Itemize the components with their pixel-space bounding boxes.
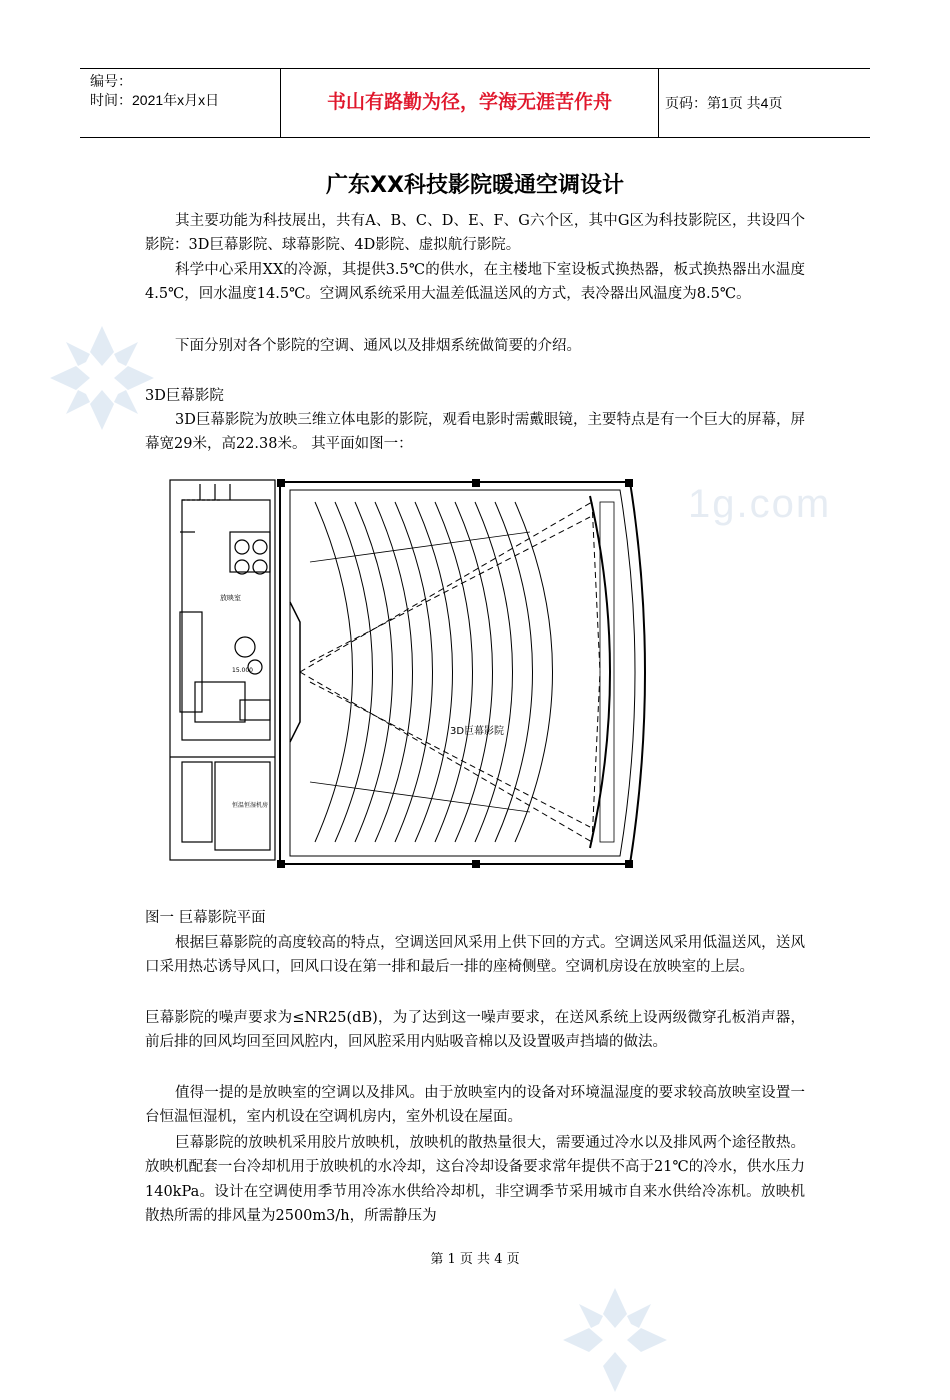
paragraph-supply-return: 根据巨幕影院的高度较高的特点，空调送回风采用上供下回的方式。空调送风采用低温送风，送风口采用热芯诱导风口，回风口设在第一排和最后一排的座椅侧壁。空调机房设在放映室的上层。 <box>145 935 805 976</box>
figure-caption: 图一 巨幕影院平面 <box>145 910 266 926</box>
header-motto: 书山有路勤为径，学海无涯苦作舟 <box>281 69 659 137</box>
paragraph-cooling-source: 科学中心采用XX的冷源，其提供3.5℃的供水，在主楼地下室设板式换热器，板式换热器出水温度4.5℃，回水温度14.5℃。空调风系统采用大温差低温送风的方式，表冷器出风温度为8.5℃。 <box>145 262 805 303</box>
page-header <box>80 68 870 138</box>
header-time-label: 时间：2021年x月x日 <box>90 92 220 108</box>
elevation-label: 15.000 <box>232 667 253 674</box>
paragraph-projection-room: 值得一提的是放映室的空调以及排风。由于放映室内的设备对环境温湿度的要求较高放映室设置一台恒温恒湿机，室内机设在空调机房内，室外机设在屋面。 <box>145 1085 805 1126</box>
header-meta <box>80 69 281 137</box>
paragraph-noise: 巨幕影院的噪声要求为≤NR25(dB)，为了达到这一噪声要求，在送风系统上设两级微穿孔板消声器，前后排的回风均回至回风腔内，回风腔采用内贴吸音棉以及设置吸声挡墙的做法。 <box>145 1010 805 1051</box>
document-title: 广东XX科技影院暖通空调设计 <box>326 173 624 198</box>
paragraph-projector-cooling: 巨幕影院的放映机采用胶片放映机，放映机的散热量很大，需要通过冷水以及排风两个途径散热。放映机配套一台冷却机用于放映机的水冷却，这台冷却设备要求常年提供不高于21℃的冷水，供水压力140kPa。设计在空调使用季节用冷冻水供给冷却机，非空调季节采用城市自来水供给冷冻机。放映机散热所需的排风量为2500m3/h，所需静压为 <box>145 1135 805 1225</box>
header-number-label: 编号： <box>90 73 132 89</box>
hall-label: 3D巨幕影院 <box>450 726 505 737</box>
page-footer: 第 1 页 共 4 页 <box>430 1252 520 1267</box>
small-room-label: 恒温恒湿机房 <box>232 802 269 809</box>
hall-walls <box>280 482 645 864</box>
watermark-snowflake-bottom-icon <box>555 1280 675 1400</box>
projection-room-label: 放映室 <box>220 594 241 602</box>
paragraph-overview: 下面分别对各个影院的空调、通风以及排烟系统做简要的介绍。 <box>175 338 581 354</box>
seating-rows <box>315 502 553 842</box>
section-heading-3d: 3D巨幕影院 <box>145 388 224 404</box>
header-page-info: 页码：第1页 共4页 <box>665 95 783 111</box>
floor-plan-figure <box>160 472 660 872</box>
paragraph-3d-intro: 3D巨幕影院为放映三维立体电影的影院，观看电影时需戴眼镜，主要特点是有一个巨大的屏幕，屏幕宽29米，高22.38米。 其平面如图一： <box>145 412 805 453</box>
watermark-snowflake-icon <box>42 318 162 438</box>
watermark-text: 1g.com <box>688 482 832 526</box>
paragraph-intro: 其主要功能为科技展出，共有A、B、C、D、E、F、G六个区，其中G区为科技影院区，共设四个影院：3D巨幕影院、球幕影院、4D影院、虚拟航行影院。 <box>145 213 805 254</box>
